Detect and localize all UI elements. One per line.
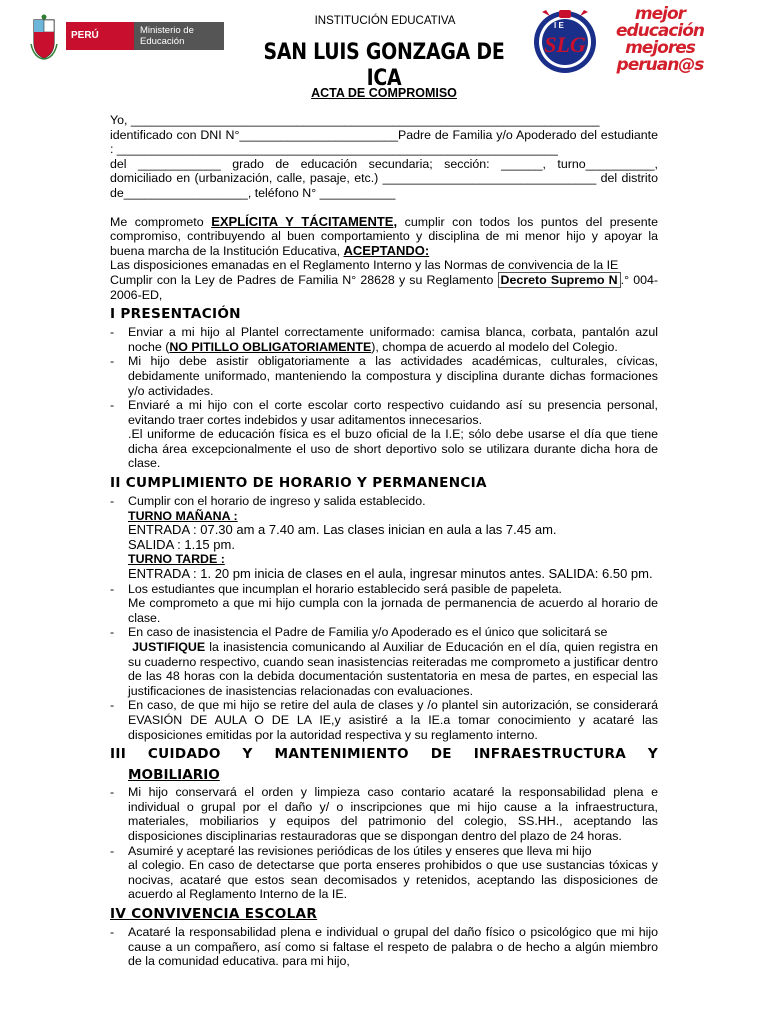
intro-line: identificado con DNI N°_______________________Padre de Familia y/o Apoderado del estudiante : ________________________________________________________________ (110, 127, 658, 157)
school-logo-icon (532, 6, 598, 76)
dispositions-line: Las disposiciones emanadas en el Reglamento Interno y las Normas de convivencia de la IE (110, 258, 619, 273)
section-heading-continuation: MOBILIARIO (128, 767, 220, 784)
list-item: - Los estudiantes que incumplan el horario establecido será pasible de papeleta. Me comprometo a que mi hijo cumpla con la jornada de permanencia de acuerdo al horario de clase. (110, 581, 658, 625)
list-item: - Asumiré y aceptaré las revisiones periódicas de los útiles y enseres que lleva mi hijo al colegio. En caso de detectarse que porta enseres prohibidos o que use sustancias tóxicas y nocivas, acataré que estos sean decomisados y retenidos, aceptando las disposiciones de acuerdo al Reglamento Interno de la IE. (110, 843, 658, 902)
decree-box: Decreto Supremo N (498, 272, 621, 288)
list-item: - En caso, de que mi hijo se retire del aula de clases y /o plantel sin autorización, se considerará EVASIÓN DE AULA O DE LA IE,y asistiré a la IE.a tomar conocimiento y acataré las disposiciones emitidas por la autoridad respectiva y su reglamento interno. (110, 698, 658, 742)
slogan-line: mejores (625, 38, 695, 58)
list-item: - Enviar a mi hijo al Plantel correctamente uniformado: camisa blanca, corbata, pantalón azul noche (NO PITILLO OBLIGATORIAMENTE), chompa de acuerdo al modelo del Colegio. (110, 325, 658, 354)
commitment-paragraph: Me comprometo EXPLÍCITA Y TÁCITAMENTE, cumplir con todos los puntos del presente compromiso, contribuyendo al buen comportamiento y disciplina de mi menor hijo y apoyar la buena marcha de la Institución Educativa, ACEPTANDO: (110, 213, 658, 258)
peru-label: PERÚ (66, 22, 134, 50)
list-item: - Enviaré a mi hijo con el corte escolar corto respectivo cuidando así su presencia personal, evitando traer cortes indebidos y usar aditamentos innecesarios. .El uniforme de educación física es el buzo oficial de la I.E; sólo debe usarse el día que tiene dicha área excepcionalmente el uso de short deportivo solo se utilizara durante dicha hora de clase. (110, 398, 658, 471)
justify-emphasis: JUSTIFIQUE (132, 640, 206, 654)
slogan (600, 6, 720, 74)
ministry-label: Ministerio de Educación (134, 22, 224, 50)
law-line: Cumplir con la Ley de Padres de Familia N° 28628 y su Reglamento Decreto Supremo N .° 004-2006-ED, (110, 272, 658, 302)
afternoon-shift-label: TURNO TARDE : (128, 552, 225, 567)
logo-ie-text: I E (554, 21, 564, 30)
intro-line: Yo, ____________________________________________________________________ (110, 113, 600, 127)
explicit-emphasis: EXPLÍCITA Y TÁCITAMENTE, (211, 213, 398, 229)
slogan-line: mejor (634, 4, 686, 24)
intro-line: del ____________ grado de educación secundaria; sección: ______, turno__________, domiciliado en (urbanización, calle, pasaje, etc.) _______________________________ del distrito de__________________, teléfono N° ___________ (110, 156, 658, 200)
list-item: - Cumplir con el horario de ingreso y salida establecido. (110, 494, 426, 509)
section-heading: I PRESENTACIÓN (110, 306, 241, 323)
document-title: ACTA DE COMPROMISO (311, 86, 457, 100)
no-pitillo-emphasis: NO PITILLO OBLIGATORIAMENTE (169, 339, 372, 354)
afternoon-times: ENTRADA : 1. 20 pm inicia de clases en el aula, ingresar minutos antes. SALIDA: 6.50 pm. (128, 566, 653, 582)
slogan-line: peruan@s (616, 55, 704, 75)
logo-slg-text: SLG (544, 32, 586, 57)
list-item: - Mi hijo conservará el orden y limpieza caso contario acataré la responsabilidad plena e individual o grupal por el daño y/ o inscripciones que mi hijo cause a la infraestructura, materiales, mobiliarios y equipos del patrimonio del colegio, SS.HH., aceptando las disposiciones disciplinarias restauradoras que se dispongan dentro del plazo de 24 horas. (110, 785, 658, 843)
accepting-emphasis: ACEPTANDO: (343, 242, 430, 258)
list-item: - En caso de inasistencia el Padre de Familia y/o Apoderado es el único que solicitará se JUSTIFIQUE la inasistencia comunicando al Auxiliar de Educación en el día, quien registra en su cuaderno respectivo, cuando sean inasistencias reiteradas me comprometo a justificar dentro de las 48 horas con la debida documentación sustentatoria en mesa de partes, en especial las justificaciones de inasistencias relacionadas con evaluaciones. (110, 625, 658, 698)
document-body (110, 113, 658, 969)
school-name: SAN LUIS GONZAGA DE ICA (263, 40, 505, 91)
morning-shift-label: TURNO MAÑANA : (128, 508, 238, 523)
ministry-logo (30, 14, 230, 60)
list-item: - Acataré la responsabilidad plena e individual o grupal del daño físico o psicológico que mi hijo cause a un compañero, así como si faltase el respeto de palabra o de hecho a algún miembro de la comunidad educativa. para mi hijo, (110, 924, 658, 969)
morning-entry: ENTRADA : 07.30 am a 7.40 am. Las clases inician en aula a las 7.45 am. (128, 522, 557, 538)
institution-label: INSTITUCIÓN EDUCATIVA (314, 15, 456, 27)
section-heading: II CUMPLIMIENTO DE HORARIO Y PERMANENCIA (110, 475, 487, 492)
section-heading: IV CONVIVENCIA ESCOLAR (110, 905, 318, 922)
slogan-line: educación (615, 21, 705, 41)
list-item: - Mi hijo debe asistir obligatoriamente a las actividades académicas, culturales, cívicas, debidamente uniformado, manteniendo la compostura y disciplina durante dichas formaciones y/o actividades. (110, 354, 658, 398)
section-heading: III CUIDADO Y MANTENIMIENTO DE INFRAESTRUCTURA Y (110, 746, 658, 763)
morning-exit: SALIDA : 1.15 pm. (128, 536, 235, 552)
peru-shield-icon (30, 14, 58, 60)
